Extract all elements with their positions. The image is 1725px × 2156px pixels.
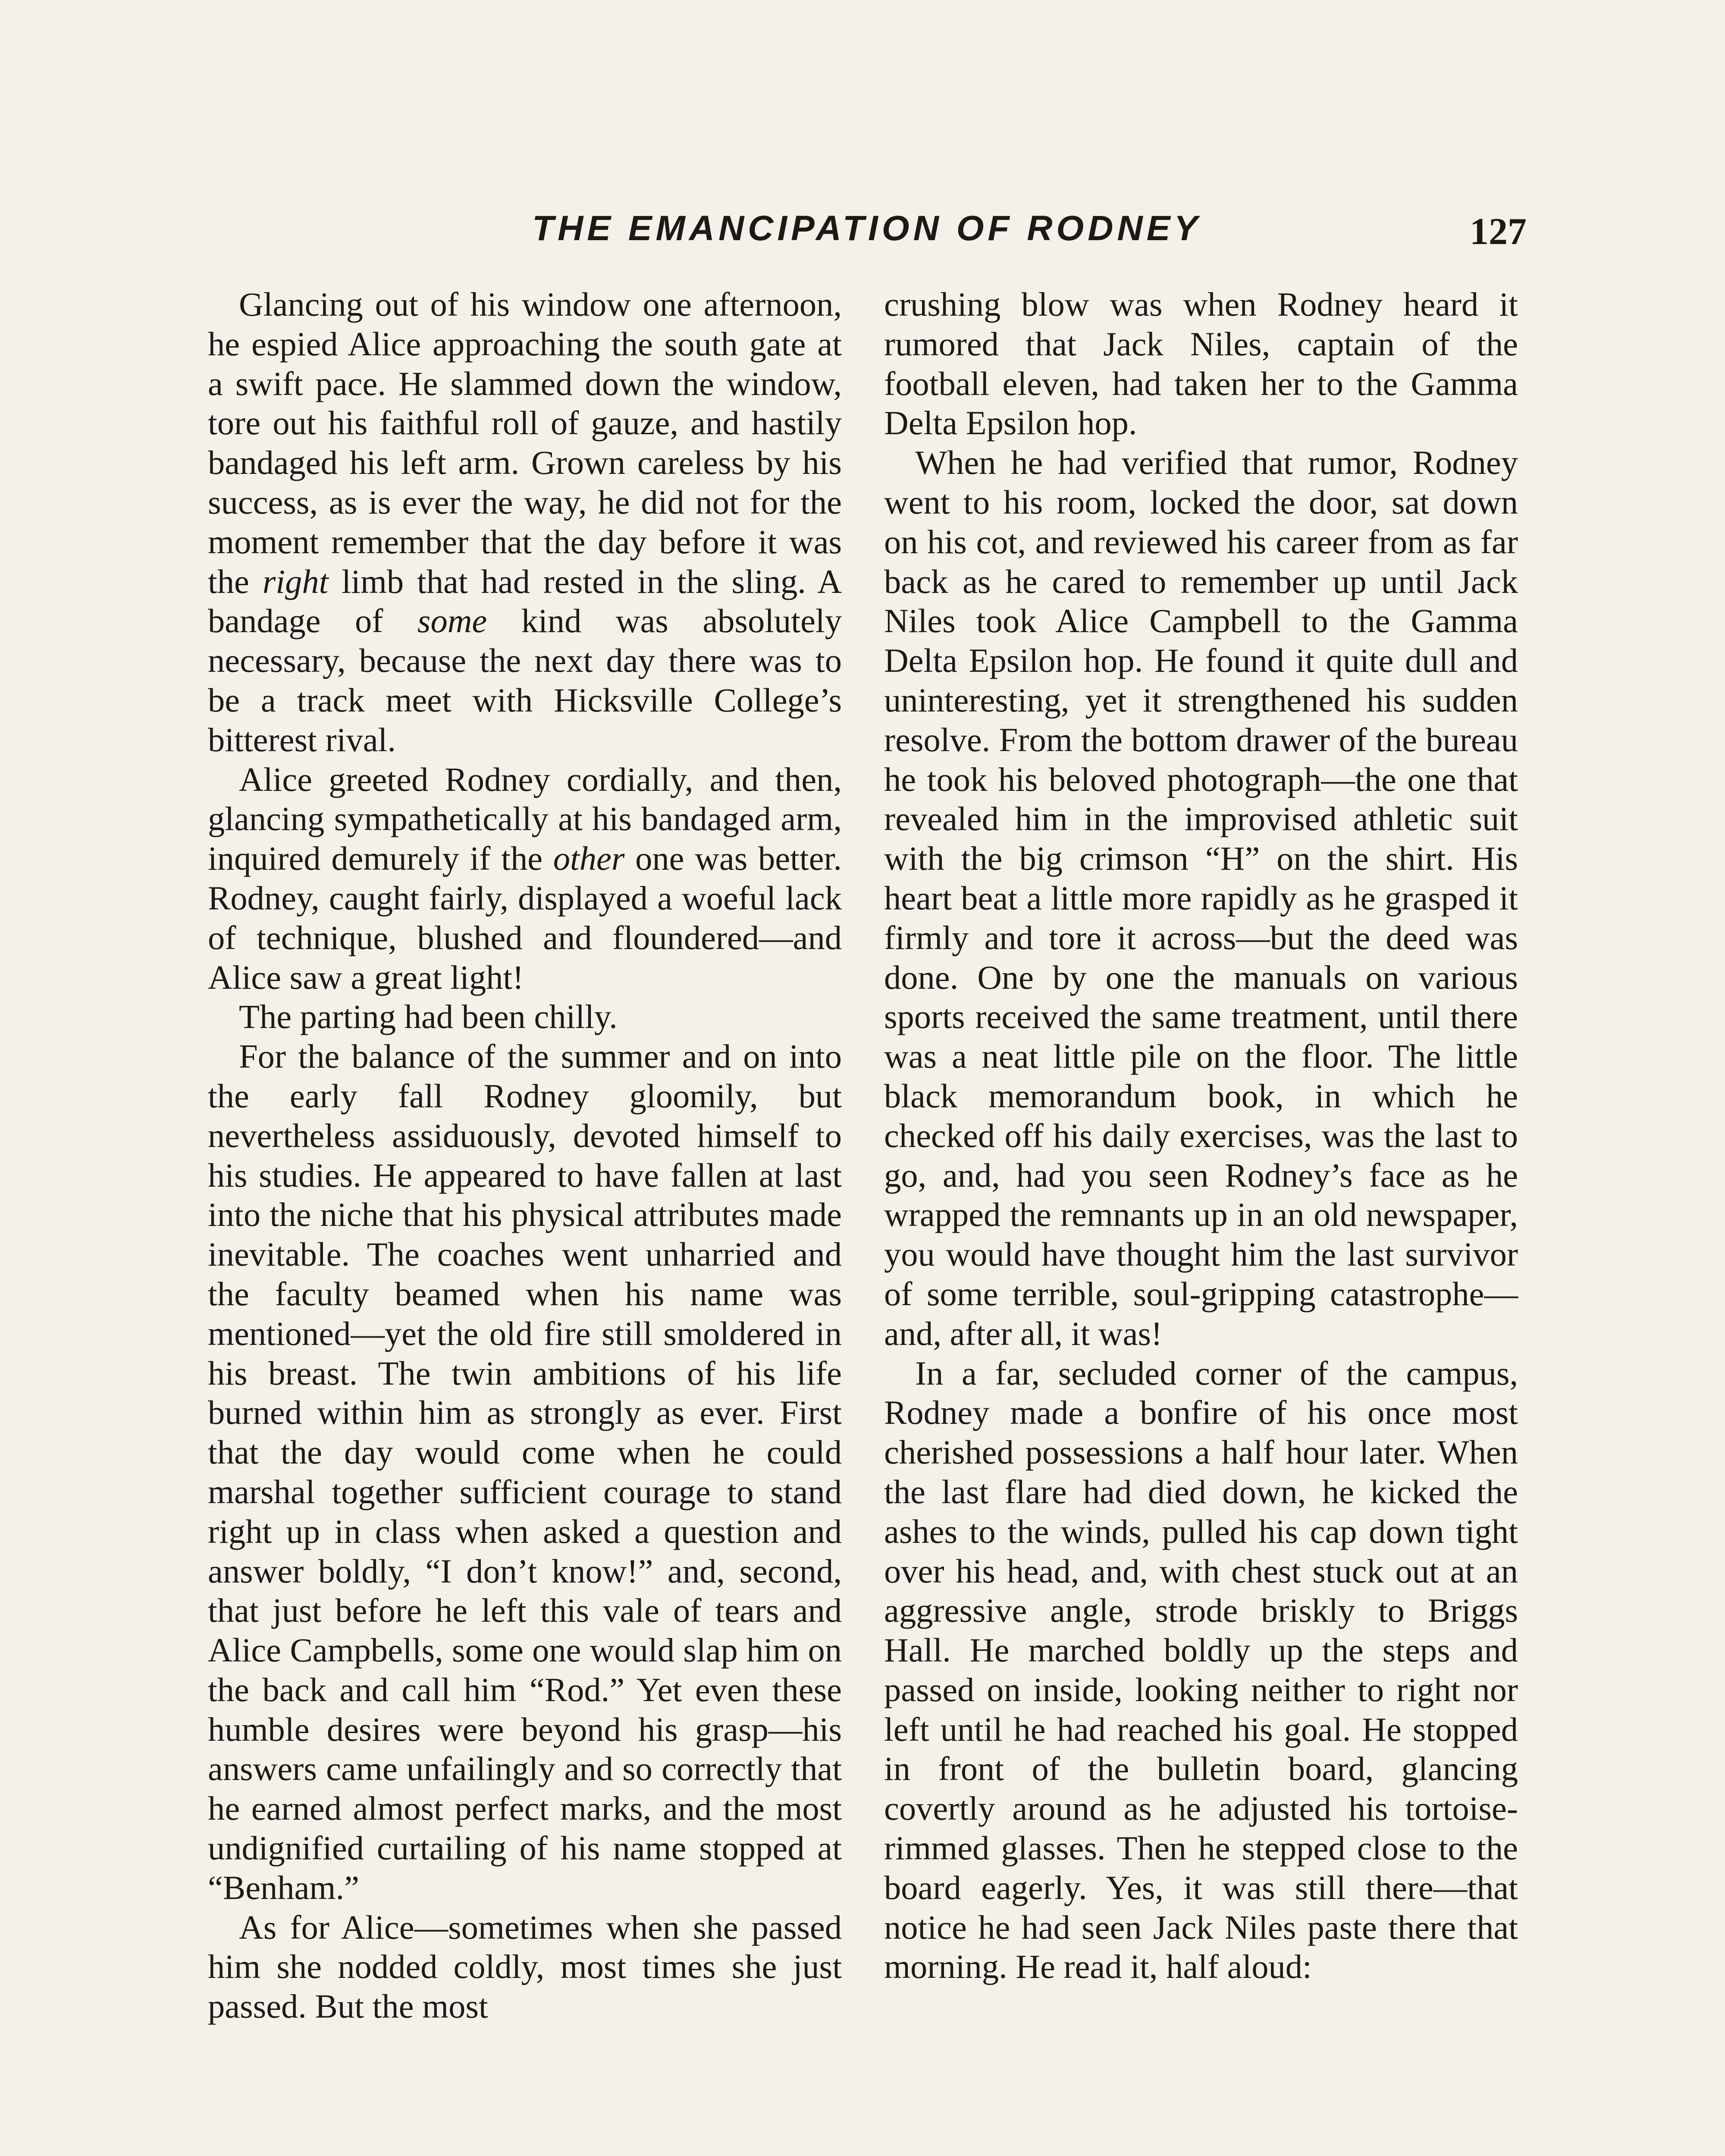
page-number: 127 bbox=[1470, 211, 1527, 253]
left-column-paragraph: Glancing out of his window one afternoon, he espied Alice approaching the south gate at a swift pace. He slammed down the window, tore out his faithful roll of gauze, and hastily bandaged his left arm. Grown careless by his success, as is ever the way, he did not for the moment remember that the day before it was the right limb that had rested in the sling. A bandage of some kind was absolutely necessary, because the next day there was to be a track meet with Hicksville College’s bitterest rival. bbox=[208, 285, 842, 758]
running-title: THE EMANCIPATION OF RODNEY bbox=[532, 209, 1202, 248]
left-column-paragraph: As for Alice—sometimes when she passed him she nodded coldly, most times she just passed. But the most bbox=[208, 1908, 842, 2025]
italic-emphasis: right bbox=[262, 562, 329, 600]
left-column-paragraph: For the balance of the summer and on into the early fall Rodney gloomily, but nevertheless assiduously, devoted himself to his studies. He appeared to have fallen at last into the niche that his physical attributes made inevitable. The coaches went unharried and the faculty beamed when his name was mentioned—yet the old fire still smoldered in his breast. The twin ambitions of his life burned within him as strongly as ever. First that the day would come when he could marshal together sufficient courage to stand right up in class when asked a question and answer boldly, “I don’t know!” and, second, that just before he left this vale of tears and Alice Campbells, some one would slap him on the back and call him “Rod.” Yet even these humble desires were beyond his grasp—his answers came unfailingly and so correctly that he earned almost perfect marks, and the most undignified curtailing of his name stopped at “Benham.” bbox=[208, 1037, 842, 1906]
left-column-paragraph: The parting had been chilly. bbox=[239, 998, 618, 1036]
right-column-paragraph: When he had verified that rumor, Rodney went to his room, locked the door, sat down on his cot, and reviewed his career from as far back as he cared to remember up until Jack Niles took Alice Campbell to the Gamma Delta Epsilon hop. He found it quite dull and uninteresting, yet it strengthened his sudden resolve. From the bottom drawer of the bureau he took his beloved photograph—the one that revealed him in the improvised athletic suit with the big crimson “H” on the shirt. His heart beat a little more rapidly as he grasped it firmly and tore it across—but the deed was done. One by one the manuals on various sports received the same treatment, until there was a neat little pile on the floor. The little black memorandum book, in which he checked off his daily exercises, was the last to go, and, had you seen Rodney’s face as he wrapped the remnants up in an old newspaper, you would have thought him the last survivor of some terrible, soul-gripping catastrophe—and, after all, it was! bbox=[884, 444, 1518, 1352]
left-text-column bbox=[208, 285, 842, 2026]
italic-emphasis: some bbox=[417, 602, 487, 640]
right-text-column bbox=[884, 285, 1518, 1987]
italic-emphasis: other bbox=[553, 840, 625, 877]
right-column-paragraph: In a far, secluded corner of the campus, Rodney made a bonfire of his once most cherished possessions a half hour later. When the last flare had died down, he kicked the ashes to the winds, pulled his cap down tight over his head, and, with chest stuck out at an aggressive angle, strode briskly to Briggs Hall. He marched boldly up the steps and passed on inside, looking neither to right nor left until he had reached his goal. He stopped in front of the bulletin board, glancing covertly around as he adjusted his tortoise-rimmed glasses. Then he stepped close to the board eagerly. Yes, it was still there—that notice he had seen Jack Niles paste there that morning. He read it, half aloud: bbox=[884, 1354, 1518, 1986]
running-head bbox=[207, 203, 1527, 263]
right-column-paragraph: crushing blow was when Rodney heard it rumored that Jack Niles, captain of the football eleven, had taken her to the Gamma Delta Epsilon hop. bbox=[884, 285, 1518, 442]
left-column-paragraph: Alice greeted Rodney cordially, and then, glancing sympathetically at his bandaged arm, inquired demurely if the other one was better. Rodney, caught fairly, displayed a woeful lack of technique, blushed and floundered—and Alice saw a great light! bbox=[208, 760, 842, 996]
